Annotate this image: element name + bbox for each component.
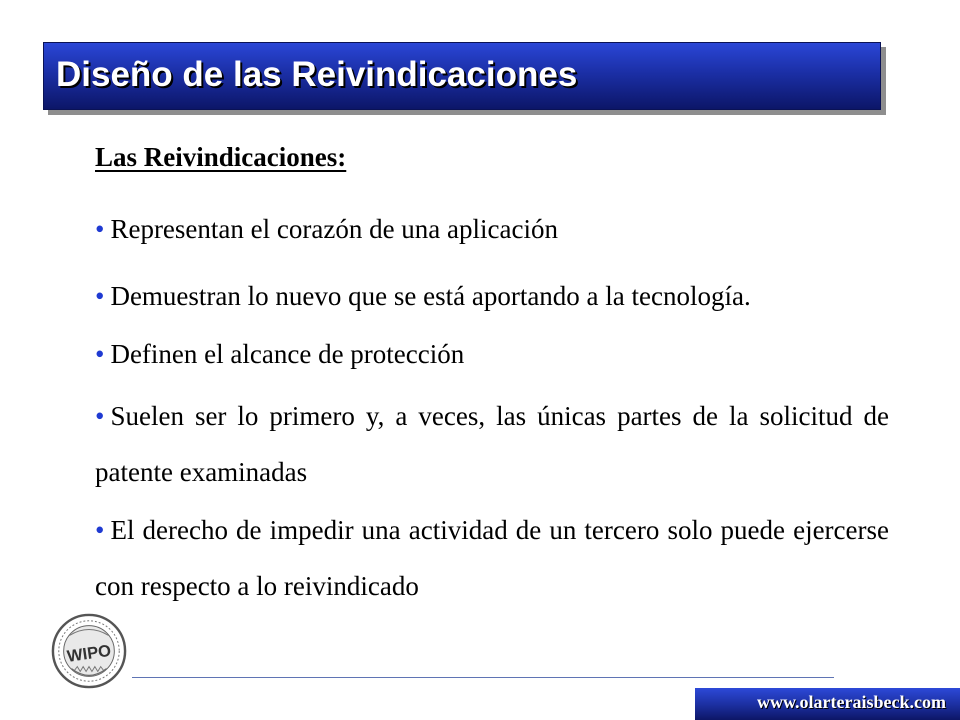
section-heading: Las Reivindicaciones: bbox=[95, 142, 347, 172]
bullet-dot: • bbox=[95, 281, 105, 311]
wipo-logo-icon bbox=[50, 612, 128, 690]
bullet-item bbox=[95, 201, 889, 257]
bullet-text: Representan el corazón de una aplicación bbox=[110, 214, 558, 244]
bullet-item bbox=[95, 268, 889, 324]
bullet-text: Definen el alcance de protección bbox=[110, 339, 465, 369]
bullet-dot: • bbox=[95, 339, 105, 369]
title-bar bbox=[43, 42, 881, 110]
bullet-text: Demuestran lo nuevo que se está aportando a la tecnología. bbox=[110, 281, 751, 311]
bullet-dot: • bbox=[95, 214, 105, 244]
bullet-item bbox=[95, 388, 889, 500]
bullet-dot: • bbox=[95, 515, 105, 545]
slide-title: Diseño de las Reivindicaciones bbox=[56, 55, 578, 94]
website-link[interactable]: www.olarteraisbeck.com bbox=[757, 692, 946, 712]
bullet-item bbox=[95, 326, 889, 382]
logo-text: WIPO bbox=[65, 640, 113, 666]
bullet-text: Suelen ser lo primero y, a veces, las únicas partes de la solicitud de patente examinadas bbox=[95, 401, 889, 487]
website-link-box[interactable] bbox=[695, 688, 960, 720]
bullet-text: El derecho de impedir una actividad de un tercero solo puede ejercerse con respecto a lo reivindicado bbox=[95, 515, 889, 601]
bullet-dot: • bbox=[95, 401, 105, 431]
bullet-item bbox=[95, 502, 889, 614]
footer-divider bbox=[132, 677, 834, 678]
